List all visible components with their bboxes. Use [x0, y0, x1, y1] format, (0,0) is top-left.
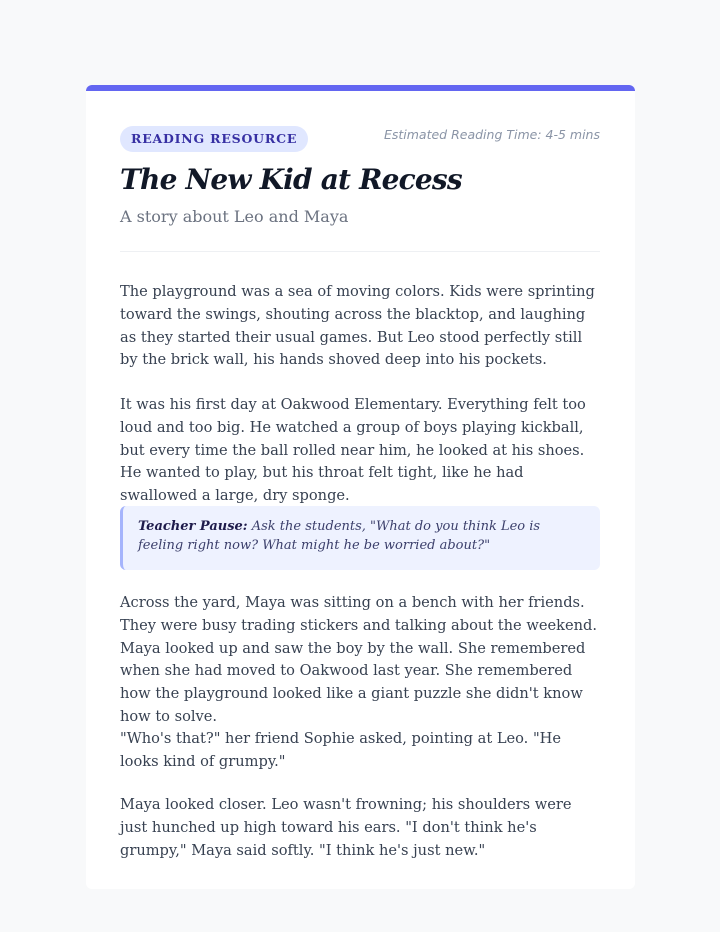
story-card	[86, 85, 635, 889]
story-paragraph-4: "Who's that?" her friend Sophie asked, pointing at Leo. "He looks kind of grumpy."	[120, 730, 562, 770]
story-subtitle: A story about Leo and Maya	[120, 207, 349, 226]
story-title: The New Kid at Recess	[120, 163, 462, 196]
teacher-pause-callout	[120, 506, 600, 570]
header-divider	[120, 251, 600, 252]
teacher-pause-text: Ask the students, "What do you think Leo is feeling right now? What might he be worried about?"	[138, 519, 541, 553]
story-paragraph-2: It was his first day at Oakwood Elementary. Everything felt too loud and too big. He watched a group of boys playing kickball, but every time the ball rolled near him, he looked at his shoes. He wanted to play, but his throat felt tight, like he had swallowed a large, dry sponge.	[120, 396, 586, 505]
teacher-pause-label: Teacher Pause:	[138, 519, 248, 534]
accent-bar	[86, 85, 635, 91]
reading-time: Estimated Reading Time: 4-5 mins	[383, 127, 600, 142]
story-paragraph-1: The playground was a sea of moving colors. Kids were sprinting toward the swings, shouting across the blacktop, and laughing as they started their usual games. But Leo stood perfectly still by the brick wall, his hands shoved deep into his pockets.	[120, 283, 595, 369]
story-paragraph-3: Across the yard, Maya was sitting on a bench with her friends. They were busy trading stickers and talking about the weekend. Maya looked up and saw the boy by the wall. She remembered when she had moved to Oakwood last year. She remembered how the playground looked like a giant puzzle she didn't know how to solve.	[120, 594, 597, 725]
resource-badge: READING RESOURCE	[120, 126, 308, 152]
story-paragraph-5: Maya looked closer. Leo wasn't frowning; his shoulders were just hunched up high toward his ears. "I don't think he's grumpy," Maya said softly. "I think he's just new."	[120, 796, 572, 859]
